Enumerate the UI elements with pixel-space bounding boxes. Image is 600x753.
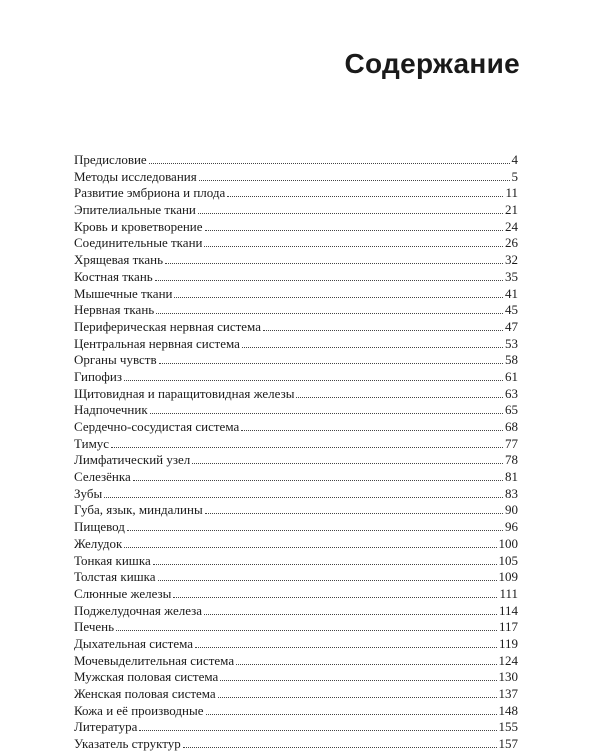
toc-entry-page-number: 78 xyxy=(505,452,518,468)
toc-entry-title: Тимус xyxy=(74,435,110,451)
toc-entry-title: Поджелудочная железа xyxy=(74,602,203,618)
toc-entry xyxy=(74,703,518,720)
toc-entry-title: Мужская половая система xyxy=(74,669,219,685)
toc-entry-title: Щитовидная и паращитовидная железы xyxy=(74,385,295,401)
toc-entry-page-number: 137 xyxy=(498,686,518,701)
toc-entry xyxy=(74,536,518,553)
toc-entry-title: Центральная нервная система xyxy=(74,335,240,351)
toc-entry-page-number: 32 xyxy=(505,252,518,268)
toc-entry-page-number: 111 xyxy=(499,585,518,601)
dot-leader xyxy=(124,380,503,381)
toc-entry xyxy=(74,252,518,269)
toc-entry xyxy=(74,603,518,620)
toc-entry xyxy=(74,169,518,186)
toc-entry-page-number: 41 xyxy=(505,285,518,301)
toc-entry-title: Лимфатический узел xyxy=(74,452,191,468)
toc-entry xyxy=(74,736,518,753)
toc-entry xyxy=(74,636,518,653)
dot-leader xyxy=(111,447,503,448)
toc-entry-page-number: 100 xyxy=(498,535,518,551)
toc-entry xyxy=(74,386,518,403)
toc-entry-page-number: 35 xyxy=(505,268,518,284)
dot-leader xyxy=(204,614,497,615)
toc-entry-page-number: 63 xyxy=(505,385,518,401)
toc-entry-page-number: 90 xyxy=(505,502,518,518)
toc-entry xyxy=(74,686,518,703)
toc-entry-title: Нервная ткань xyxy=(74,302,155,318)
toc-entry xyxy=(74,519,518,536)
toc-entry-title: Сердечно-сосудистая система xyxy=(74,419,240,434)
toc-entry-page-number: 109 xyxy=(498,569,518,585)
toc-entry-page-number: 45 xyxy=(505,302,518,318)
dot-leader xyxy=(127,530,503,531)
toc-entry-title: Кожа и её производные xyxy=(74,702,204,718)
toc-entry xyxy=(74,669,518,686)
table-of-contents xyxy=(74,152,518,753)
dot-leader xyxy=(153,564,497,565)
toc-entry xyxy=(74,369,518,386)
dot-leader xyxy=(236,664,496,665)
toc-entry-page-number: 61 xyxy=(505,368,518,384)
toc-entry-title: Хрящевая ткань xyxy=(74,252,164,268)
dot-leader xyxy=(158,580,497,581)
toc-entry-page-number: 26 xyxy=(505,235,518,251)
toc-entry xyxy=(74,553,518,570)
toc-entry-title: Женская половая система xyxy=(74,686,216,701)
dot-leader xyxy=(156,313,503,314)
toc-entry-page-number: 155 xyxy=(498,719,518,735)
toc-entry-title: Кровь и кроветворение xyxy=(74,218,203,234)
toc-entry xyxy=(74,436,518,453)
dot-leader xyxy=(139,730,496,731)
toc-entry-page-number: 124 xyxy=(498,652,518,668)
dot-leader xyxy=(199,180,510,181)
toc-entry-page-number: 114 xyxy=(498,602,518,618)
toc-entry xyxy=(74,235,518,252)
toc-entry xyxy=(74,402,518,419)
toc-entry xyxy=(74,486,518,503)
toc-entry-page-number: 157 xyxy=(498,736,518,752)
toc-entry-title: Гипофиз xyxy=(74,368,122,384)
toc-entry xyxy=(74,202,518,219)
toc-entry xyxy=(74,336,518,353)
toc-entry-title: Предисловие xyxy=(74,152,147,167)
toc-entry-title: Методы исследования xyxy=(74,168,197,184)
toc-entry xyxy=(74,569,518,586)
dot-leader xyxy=(174,297,503,298)
toc-entry-page-number: 5 xyxy=(511,168,518,184)
toc-entry-page-number: 11 xyxy=(505,185,518,201)
toc-entry-title: Желудок xyxy=(74,535,123,551)
toc-entry xyxy=(74,302,518,319)
toc-entry-title: Органы чувств xyxy=(74,352,157,368)
dot-leader xyxy=(124,547,496,548)
toc-entry-title: Мышечные ткани xyxy=(74,285,173,301)
toc-entry-title: Мочевыделительная система xyxy=(74,652,235,668)
toc-entry-page-number: 96 xyxy=(505,519,518,535)
toc-entry-title: Развитие эмбриона и плода xyxy=(74,185,226,201)
toc-entry-title: Зубы xyxy=(74,485,103,501)
dot-leader xyxy=(192,463,503,464)
toc-entry-title: Указатель структур xyxy=(74,736,181,752)
toc-entry-title: Толстая кишка xyxy=(74,569,156,585)
dot-leader xyxy=(263,330,503,331)
toc-entry-page-number: 21 xyxy=(505,202,518,218)
toc-entry-title: Пищевод xyxy=(74,519,125,535)
toc-entry xyxy=(74,653,518,670)
dot-leader xyxy=(150,413,503,414)
dot-leader xyxy=(159,363,503,364)
toc-entry-page-number: 58 xyxy=(505,352,518,368)
toc-entry xyxy=(74,286,518,303)
dot-leader xyxy=(165,263,503,264)
toc-entry-page-number: 83 xyxy=(505,485,518,501)
toc-entry xyxy=(74,469,518,486)
dot-leader xyxy=(183,747,497,748)
dot-leader xyxy=(149,163,510,164)
toc-entry-page-number: 119 xyxy=(498,635,518,651)
dot-leader xyxy=(205,230,503,231)
toc-entry xyxy=(74,319,518,336)
toc-entry-page-number: 53 xyxy=(505,335,518,351)
toc-entry xyxy=(74,152,518,169)
toc-entry-title: Литература xyxy=(74,719,138,735)
toc-entry-page-number: 130 xyxy=(498,669,518,685)
toc-entry-title: Губа, язык, миндалины xyxy=(74,502,203,518)
toc-entry-title: Надпочечник xyxy=(74,402,148,418)
dot-leader xyxy=(173,597,497,598)
dot-leader xyxy=(104,497,503,498)
dot-leader xyxy=(198,213,503,214)
dot-leader xyxy=(296,397,503,398)
toc-entry-title: Дыхательная система xyxy=(74,635,194,651)
toc-entry-page-number: 24 xyxy=(505,218,518,234)
toc-entry xyxy=(74,619,518,636)
dot-leader xyxy=(220,680,496,681)
toc-entry-page-number: 65 xyxy=(505,402,518,418)
toc-entry xyxy=(74,219,518,236)
dot-leader xyxy=(205,513,503,514)
toc-entry-title: Костная ткань xyxy=(74,268,153,284)
toc-entry xyxy=(74,352,518,369)
toc-entry-title: Слюнные железы xyxy=(74,585,172,601)
dot-leader xyxy=(133,480,503,481)
toc-entry-page-number: 4 xyxy=(511,152,518,167)
toc-entry-page-number: 47 xyxy=(505,318,518,334)
toc-entry-title: Периферическая нервная система xyxy=(74,318,261,334)
dot-leader xyxy=(116,630,497,631)
dot-leader xyxy=(218,697,497,698)
toc-entry xyxy=(74,419,518,436)
toc-entry-page-number: 68 xyxy=(505,419,518,434)
toc-entry xyxy=(74,502,518,519)
toc-entry-page-number: 77 xyxy=(505,435,518,451)
dot-leader xyxy=(204,246,503,247)
toc-entry-title: Селезёнка xyxy=(74,469,131,485)
dot-leader xyxy=(155,280,503,281)
toc-entry xyxy=(74,185,518,202)
toc-entry-page-number: 105 xyxy=(498,552,518,568)
toc-entry-title: Соединительные ткани xyxy=(74,235,203,251)
toc-entry-page-number: 148 xyxy=(498,702,518,718)
toc-entry xyxy=(74,452,518,469)
toc-entry-title: Печень xyxy=(74,619,115,635)
toc-entry-title: Тонкая кишка xyxy=(74,552,151,568)
dot-leader xyxy=(242,347,503,348)
dot-leader xyxy=(227,196,503,197)
dot-leader xyxy=(206,714,497,715)
toc-entry-page-number: 117 xyxy=(498,619,518,635)
toc-entry-title: Эпителиальные ткани xyxy=(74,202,196,218)
toc-entry xyxy=(74,586,518,603)
toc-entry xyxy=(74,269,518,286)
dot-leader xyxy=(195,647,497,648)
toc-entry xyxy=(74,719,518,736)
page-title: Содержание xyxy=(344,48,520,79)
toc-entry-page-number: 81 xyxy=(505,469,518,485)
dot-leader xyxy=(241,430,503,431)
